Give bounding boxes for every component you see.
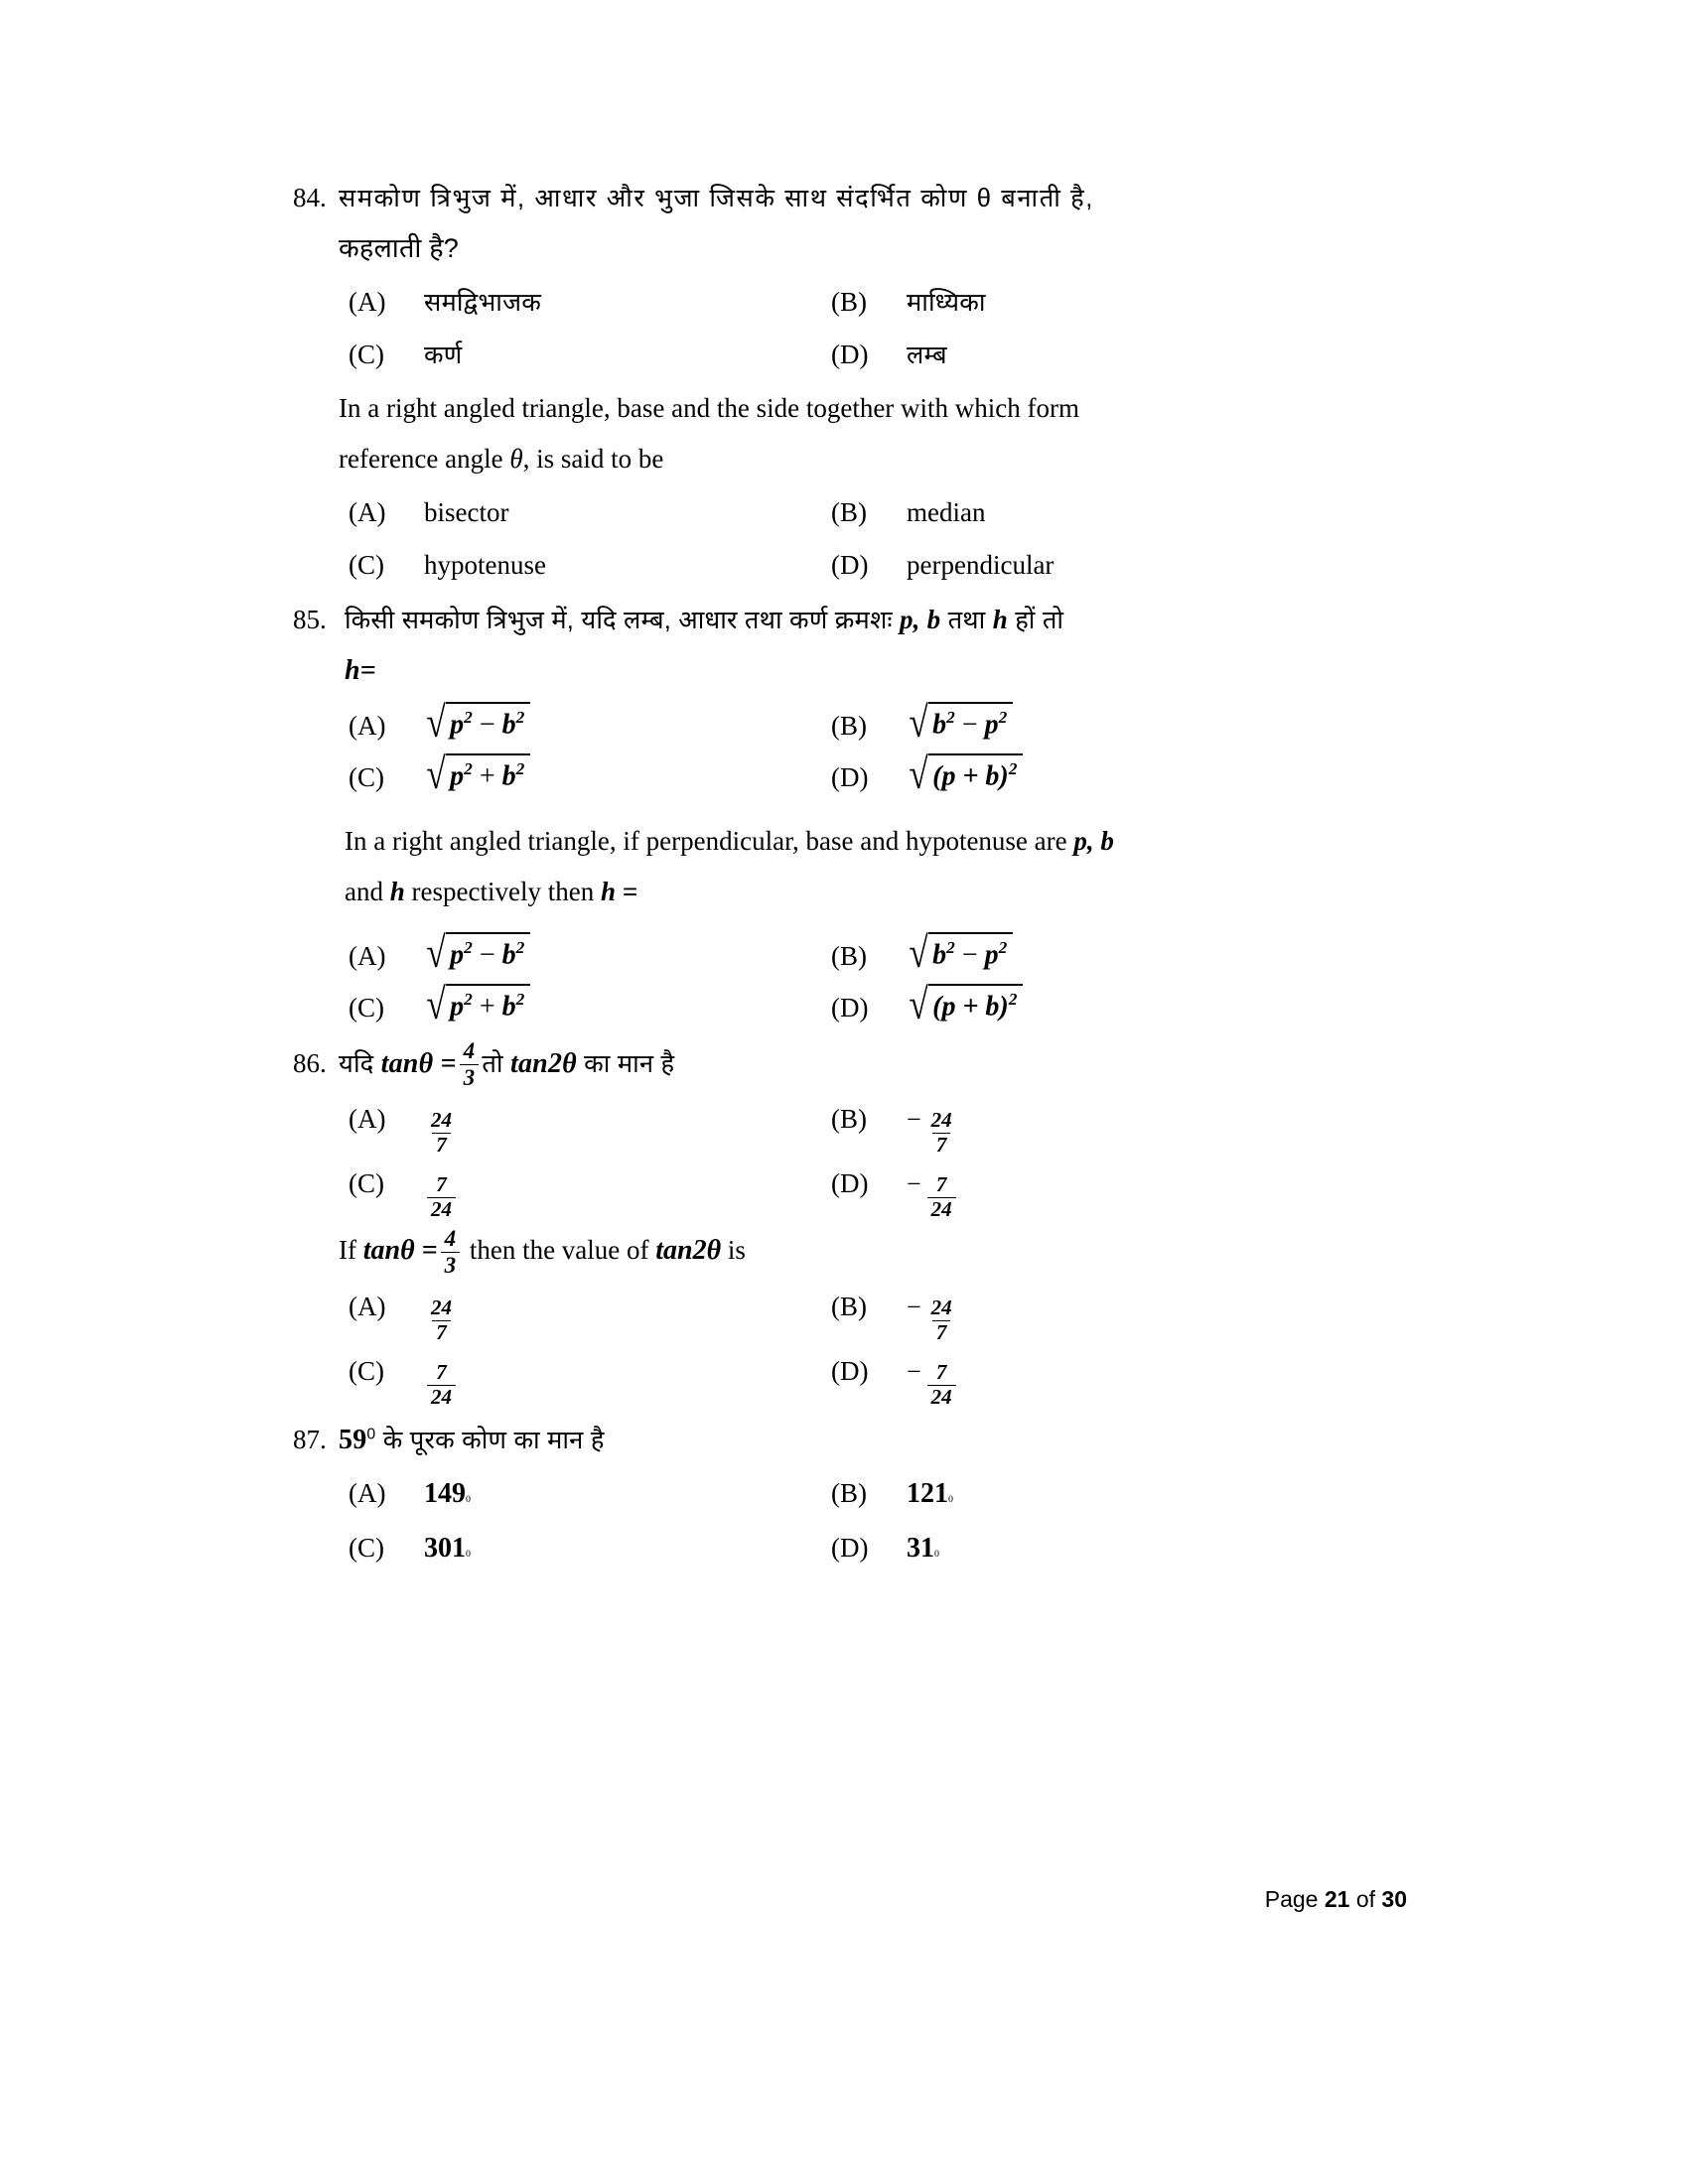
option-fraction [927,1109,956,1157]
fraction-denominator: 24 [427,1197,456,1222]
q84-number: 84. [293,183,327,212]
radical-sign-icon: √ [426,750,446,799]
q84-english-option-d[interactable] [825,539,1405,592]
q86-hindi-option-c[interactable] [293,1158,825,1222]
fraction-numerator: 24 [431,1296,452,1320]
q86-hindi-option-b[interactable] [825,1093,1405,1158]
option-radical-a [424,927,530,977]
option-label: (C) [349,1356,384,1387]
option-label: (D) [831,993,869,1024]
q85-english-option-d[interactable] [825,982,1405,1034]
option-value: 31 [907,1532,934,1564]
option-label: (A) [349,497,386,528]
fraction-denominator: 7 [932,1320,951,1345]
degree-sup: 0 [466,1548,471,1560]
radical-body: $p^2 - b^2$ [446,702,530,742]
q87-hindi-line [293,1415,1405,1466]
q86-hindi-option-row-1 [293,1093,1405,1158]
fraction-denominator: 3 [460,1064,480,1091]
q85-hindi-option-row-1 [293,697,1405,752]
q86-eng-tan2theta: tan2θ [655,1235,722,1267]
footer-prefix: Page [1264,1886,1325,1912]
q85-hindi-option-d[interactable] [825,751,1405,804]
q86-hindi-option-a[interactable] [293,1093,825,1158]
q84-hindi-text1: समकोण त्रिभुज में, आधार और भुजा जिसके साथ संदर्भित कोण θ बनाती है, [339,185,1094,212]
option-fraction [927,1173,956,1221]
q86-tan-theta: tanθ = [380,1047,457,1079]
q87-option-row-2 [293,1522,1405,1576]
q85-english-option-c[interactable] [293,982,825,1034]
q85-hindi-option-b[interactable] [825,697,1405,752]
fraction-denominator: 24 [927,1385,956,1410]
q87-hindi-text [339,1415,1405,1466]
q84-english-line2-pre: reference angle [339,443,510,474]
radical-body: $b^2 - p^2$ [928,702,1013,742]
option-label: (A) [349,940,386,971]
page-content [293,174,1405,1580]
q84-hindi-option-c[interactable] [293,329,825,381]
q85-pb: p, b [899,604,941,634]
q84-hindi-option-row-1 [293,276,1405,329]
option-label: (C) [349,549,384,580]
q85-hindi-option-c[interactable] [293,751,825,804]
degree-sup: 0 [948,1494,953,1506]
q86-hindi-option-row-2 [293,1158,1405,1222]
q86-english-option-a[interactable] [293,1281,825,1345]
option-text: लम्ब [907,341,947,369]
fraction-numerator: 24 [930,1296,952,1320]
q85-hindi-c: हों तो [1007,606,1064,634]
q86-english-option-c[interactable] [293,1345,825,1410]
fraction-numerator: 24 [431,1108,452,1133]
question-84 [293,174,1405,592]
q84-hindi-line1 [293,174,1405,223]
q86-hindi-option-d[interactable] [825,1158,1405,1222]
q84-english-option-row-2 [293,539,1405,592]
q86-hindi-text [339,1038,1405,1092]
option-fraction [427,1297,456,1344]
option-label: (A) [349,1292,386,1322]
option-radical-c [424,750,530,799]
q84-english-options [293,486,1405,591]
radical-sign-icon: √ [909,750,928,799]
q85-english-line2 [293,867,1405,917]
radical-sign-icon: √ [426,697,446,747]
q85-eng-c: respectively then [404,877,601,907]
radical-body: $p^2 - b^2$ [446,932,530,972]
page-footer [1265,1886,1407,1913]
option-text: median [907,497,986,528]
q85-hindi-options [293,697,1405,804]
q85-eng-h: h [389,877,405,907]
q86-eng-pre: If [339,1235,363,1266]
footer-total-pages: 30 [1381,1886,1407,1912]
q85-h: h [992,604,1008,634]
question-87 [293,1415,1405,1576]
radical-sign-icon: √ [909,980,928,1029]
q84-english-option-row-1 [293,486,1405,539]
q87-options [293,1467,1405,1575]
q84-hindi-option-b[interactable] [825,276,1405,329]
option-label: (D) [831,339,869,369]
fraction-denominator: 3 [441,1252,461,1279]
q85-hindi-option-row-2 [293,751,1405,804]
option-value: 301 [424,1532,466,1564]
fraction-numerator: 4 [463,1037,476,1063]
minus-sign: − [907,1293,921,1322]
radical-body: $(p + b)^2$ [928,984,1023,1024]
option-label: (C) [349,993,384,1024]
option-label: (C) [349,762,384,793]
option-radical-d [907,980,1023,1029]
q87-hindi-tail: के पूरक कोण का मान है [375,1426,605,1454]
q87-option-a[interactable] [293,1467,825,1522]
footer-middle: of [1349,1886,1382,1912]
radical-body: $b^2 - p^2$ [928,932,1013,972]
q85-english-option-a[interactable] [293,927,825,983]
radical-body: $(p + b)^2$ [928,753,1023,793]
option-fraction [927,1297,956,1344]
option-value: 149 [424,1478,466,1510]
option-label: (A) [349,1104,386,1135]
option-text: hypotenuse [424,549,546,580]
minus-sign: − [907,1357,921,1387]
option-label: (C) [349,1532,384,1563]
option-text: समद्विभाजक [424,289,541,318]
q84-hindi-option-row-2 [293,329,1405,381]
option-label: (B) [831,497,867,528]
option-label: (B) [831,287,867,318]
option-fraction [427,1361,456,1409]
q86-english-option-b[interactable] [825,1281,1405,1345]
option-label: (D) [831,762,869,793]
q86-english-line [293,1224,1405,1279]
q85-hindi-line1 [293,596,1405,645]
q85-english-option-row-1 [293,927,1405,983]
q86-english-option-d[interactable] [825,1345,1405,1410]
q84-english-option-b[interactable] [825,486,1405,539]
q85-english-option-b[interactable] [825,927,1405,983]
radical-sign-icon: √ [909,927,928,977]
degree-sup: 0 [466,1494,471,1506]
radical-sign-icon: √ [909,697,928,747]
q86-eng-tan-theta: tanθ = [362,1235,438,1267]
option-radical-a [424,697,530,747]
option-label: (A) [349,1478,386,1509]
q85-english-option-row-2 [293,982,1405,1034]
q84-english-option-c[interactable] [293,539,825,592]
radical-sign-icon: √ [426,980,446,1029]
q87-number: 87. [293,1424,327,1454]
q87-option-b[interactable] [825,1467,1405,1522]
q85-hindi-line2: h= [345,655,376,687]
fraction-numerator: 7 [436,1172,447,1197]
q86-english-option-row-1 [293,1281,1405,1345]
option-text: माध्यिका [907,289,986,318]
q86-hindi-pre: यदि [339,1049,381,1078]
q86-english-options [293,1281,1405,1410]
option-fraction [427,1109,456,1157]
q85-hindi-text1 [345,596,1405,645]
option-value: 121 [907,1478,948,1510]
option-label: (D) [831,549,869,580]
q84-hindi-options [293,276,1405,380]
option-label: (B) [831,1104,867,1135]
q85-hindi-a: किसी समकोण त्रिभुज में, यदि लम्ब, आधार तथा कर्ण क्रमशः [345,606,900,634]
radical-body: $p^2 + b^2$ [446,753,530,793]
footer-current-page: 21 [1324,1886,1350,1912]
radical-body: $p^2 + b^2$ [446,984,530,1024]
q86-fraction [460,1038,480,1091]
q84-english-line2-post: , is said to be [522,443,664,474]
option-label: (B) [831,1478,867,1509]
q85-eng-h2: h = [600,877,638,907]
option-label: (C) [349,1168,384,1199]
fraction-denominator: 7 [432,1133,451,1158]
q87-option-c[interactable] [293,1522,825,1576]
option-label: (B) [831,940,867,971]
q86-number: 86. [293,1047,327,1078]
option-label: (A) [349,710,386,741]
q84-hindi-option-d[interactable] [825,329,1405,381]
fraction-numerator: 7 [436,1360,447,1385]
fraction-denominator: 24 [927,1197,956,1222]
q85-hindi-option-a[interactable] [293,697,825,752]
option-fraction [927,1361,956,1409]
q86-eng-fraction [441,1226,461,1279]
q84-english-line1: In a right angled triangle, base and the side together with which form [339,392,1080,423]
option-fraction [427,1173,456,1221]
q85-eng-pb: p, b [1073,825,1114,856]
q86-hindi-post: का मान है [576,1049,675,1078]
q84-english-line2 [293,434,1405,484]
question-85 [293,596,1405,1034]
option-label: (B) [831,1292,867,1322]
option-label: (D) [831,1356,869,1387]
fraction-denominator: 24 [427,1385,456,1410]
minus-sign: − [907,1105,921,1135]
q87-degree-sup: 0 [366,1426,376,1443]
option-label: (C) [349,339,384,369]
q86-eng-post: is [721,1235,746,1266]
option-label: (B) [831,710,867,741]
degree-sup: 0 [934,1548,939,1560]
option-text: perpendicular [907,549,1055,580]
option-label: (A) [349,287,386,318]
q87-angle-value: 59 [339,1424,367,1455]
question-86 [293,1038,1405,1411]
option-text: कर्ण [424,341,463,369]
option-text: bisector [424,497,509,528]
q85-eng-a: In a right angled triangle, if perpendicular, base and hypotenuse are [345,825,1074,856]
fraction-numerator: 4 [444,1225,457,1251]
q86-tan2theta: tan2θ [510,1047,577,1079]
q84-hindi-line2: कहलाती है? [339,232,460,263]
fraction-numerator: 7 [935,1360,947,1385]
fraction-denominator: 7 [432,1320,451,1345]
q85-english-line1 [293,816,1405,867]
option-radical-d [907,750,1023,799]
option-label: (D) [831,1532,869,1563]
q85-hindi-b: तथा [940,606,993,634]
fraction-numerator: 7 [935,1172,947,1197]
q85-number: 85. [293,604,327,634]
option-label: (D) [831,1168,869,1199]
q85-eng-b: and [345,877,390,907]
q86-english-option-row-2 [293,1345,1405,1410]
option-radical-c [424,980,530,1029]
q86-hindi-line [293,1038,1405,1092]
q86-hindi-mid: तो [482,1049,510,1078]
fraction-denominator: 7 [932,1133,951,1158]
q84-hindi-option-a[interactable] [293,276,825,329]
q84-english-option-a[interactable] [293,486,825,539]
q87-option-d[interactable] [825,1522,1405,1576]
fraction-numerator: 24 [930,1108,952,1133]
q85-english-options [293,927,1405,1034]
q86-hindi-options [293,1093,1405,1222]
q87-option-row-1 [293,1467,1405,1522]
option-radical-b [907,927,1013,977]
minus-sign: − [907,1169,921,1199]
q86-eng-mid: then the value of [463,1235,656,1266]
q84-theta: θ [509,443,523,474]
radical-sign-icon: √ [426,927,446,977]
option-radical-b [907,697,1013,747]
